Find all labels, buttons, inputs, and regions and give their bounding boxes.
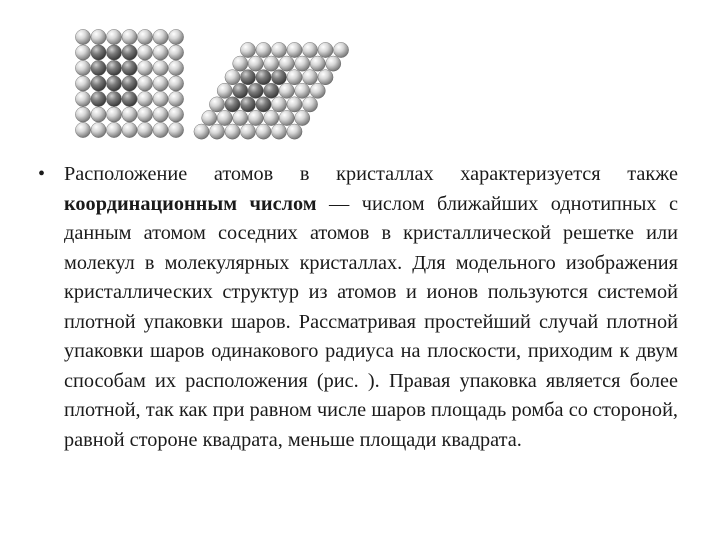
dark-sphere xyxy=(122,45,137,60)
sphere xyxy=(271,97,286,112)
dark-sphere xyxy=(256,97,271,112)
dark-sphere xyxy=(240,70,255,85)
sphere xyxy=(248,110,263,125)
sphere xyxy=(153,122,168,137)
dark-sphere xyxy=(256,70,271,85)
dark-sphere xyxy=(91,45,106,60)
sphere xyxy=(137,91,152,106)
sphere xyxy=(106,29,121,44)
sphere xyxy=(122,29,137,44)
dark-sphere xyxy=(271,70,286,85)
sphere xyxy=(153,76,168,91)
bullet-marker: • xyxy=(38,163,46,185)
sphere xyxy=(256,124,271,139)
sphere xyxy=(153,91,168,106)
square-packing xyxy=(75,29,183,137)
dark-sphere xyxy=(91,91,106,106)
sphere xyxy=(168,91,183,106)
sphere xyxy=(168,107,183,122)
sphere xyxy=(137,107,152,122)
sphere xyxy=(75,60,90,75)
sphere xyxy=(106,122,121,137)
sphere xyxy=(137,76,152,91)
sphere xyxy=(287,124,302,139)
sphere xyxy=(225,70,240,85)
sphere xyxy=(333,42,348,57)
sphere xyxy=(137,60,152,75)
sphere xyxy=(310,83,325,98)
term-coordination-number: координационным числом xyxy=(64,192,317,215)
sphere xyxy=(91,122,106,137)
sphere xyxy=(168,122,183,137)
sphere xyxy=(248,56,263,71)
sphere xyxy=(287,70,302,85)
sphere xyxy=(202,110,217,125)
sphere xyxy=(233,56,248,71)
sphere xyxy=(271,124,286,139)
sphere xyxy=(122,107,137,122)
sphere xyxy=(75,107,90,122)
paragraph xyxy=(64,160,678,455)
sphere xyxy=(75,29,90,44)
sphere-packing-figure xyxy=(0,0,720,160)
dark-sphere xyxy=(106,76,121,91)
sphere xyxy=(287,42,302,57)
sphere xyxy=(295,83,310,98)
sphere xyxy=(233,110,248,125)
sphere xyxy=(318,42,333,57)
dark-sphere xyxy=(233,83,248,98)
sphere xyxy=(153,60,168,75)
sphere xyxy=(209,97,224,112)
sphere xyxy=(240,42,255,57)
sphere xyxy=(326,56,341,71)
sphere xyxy=(153,107,168,122)
sphere xyxy=(106,107,121,122)
dark-sphere xyxy=(91,60,106,75)
sphere xyxy=(256,42,271,57)
sphere xyxy=(75,76,90,91)
sphere xyxy=(194,124,209,139)
sphere xyxy=(168,29,183,44)
sphere xyxy=(75,45,90,60)
sphere xyxy=(295,56,310,71)
sphere xyxy=(225,124,240,139)
dark-sphere xyxy=(264,83,279,98)
dark-sphere xyxy=(106,91,121,106)
dark-sphere xyxy=(122,60,137,75)
paragraph-body: — числом ближайших однотипных с данным атомом соседних атомов в кристаллической решетке или молекул в молекулярных кристаллах. Для модельного изображения кристаллических структур из атомов и ионов пользуются системой плотной упаковки шаров. Рассматривая простейший случай плотной упаковки шаров одинакового радиуса на плоскости, приходим к двум способам их расположения (рис. ). Правая упаковка является более плотной, так как при равном числе шаров площадь ромба со стороной, равной стороне квадрата, меньше площади квадрата. xyxy=(64,192,678,451)
dark-sphere xyxy=(122,91,137,106)
dark-sphere xyxy=(248,83,263,98)
sphere xyxy=(271,42,286,57)
sphere xyxy=(264,110,279,125)
sphere xyxy=(168,45,183,60)
sphere xyxy=(318,70,333,85)
dark-sphere xyxy=(122,76,137,91)
dark-sphere xyxy=(106,60,121,75)
sphere xyxy=(153,29,168,44)
sphere xyxy=(217,83,232,98)
dark-sphere xyxy=(91,76,106,91)
sphere xyxy=(168,76,183,91)
sphere xyxy=(75,91,90,106)
sphere xyxy=(302,97,317,112)
sphere xyxy=(91,29,106,44)
sphere xyxy=(91,107,106,122)
hexagonal-packing xyxy=(194,42,349,139)
sphere xyxy=(168,60,183,75)
sphere xyxy=(295,110,310,125)
sphere xyxy=(279,56,294,71)
paragraph-intro: Расположение атомов в кристаллах характеризуется также xyxy=(64,163,678,185)
dark-sphere xyxy=(106,45,121,60)
sphere xyxy=(240,124,255,139)
sphere xyxy=(217,110,232,125)
slide-text xyxy=(38,160,678,455)
dark-sphere xyxy=(225,97,240,112)
sphere xyxy=(137,122,152,137)
sphere xyxy=(287,97,302,112)
dark-sphere xyxy=(240,97,255,112)
sphere xyxy=(153,45,168,60)
bullet-item xyxy=(38,160,678,455)
sphere xyxy=(75,122,90,137)
sphere xyxy=(310,56,325,71)
sphere xyxy=(209,124,224,139)
sphere xyxy=(302,42,317,57)
sphere xyxy=(302,70,317,85)
sphere xyxy=(279,110,294,125)
sphere xyxy=(137,45,152,60)
sphere xyxy=(279,83,294,98)
sphere xyxy=(137,29,152,44)
sphere xyxy=(122,122,137,137)
sphere xyxy=(264,56,279,71)
